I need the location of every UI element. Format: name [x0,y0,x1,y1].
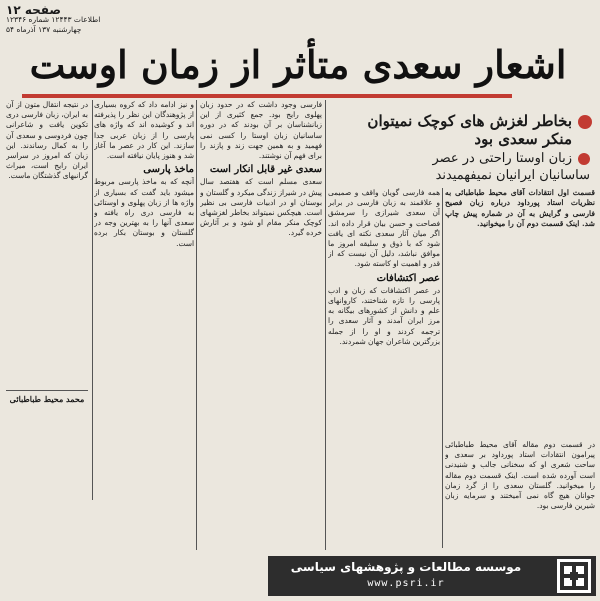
kicker-line-4: ساسانیان ایرانیان نمیفهمیدند [435,168,590,183]
column-a-text: همه فارسی گویان واقف و صمیمی و علاقمند به زبان فارسی در برابر آن سعدی شیرازی را سرمشق فصاحت و حسن بیان قرار داده اند. اگر میان آثار سعدی نکته ای یافت شود که با ذوق و سلیقه امروز ما موافق نباشد، دلیل آن نیست که از قدر و اهمیت او کاسته شود. [328,188,440,269]
headline-rule [22,94,512,98]
column-b-text-2: سعدی مسلم است که هفتصد سال پیش در شیراز زندگی میکرد و گلستان و بوستان او در ادبیات فارسی بی نظیر است. هیچکس نمیتواند بخاطر لغزشهای کوچک منکر مقام او شود و بر آثارش خرده گیرد. [200,177,322,238]
kicker-line-3: زبان اوستا راحتی در عصر [432,151,572,166]
kicker-line-1: بخاطر لغزش های کوچک نمیتوان [367,112,572,130]
kicker-secondary [335,150,590,184]
column-c-text: و نیز ادامه داد که کروه بسیاری از پژوهندگان این نظر را پذیرفته اند و کوشیده اند که واژه های پارسی را از زبان عربی جدا سازند. این کار در عصر ما آغاز شد و هنوز پایان نیافته است. [94,100,194,161]
bullet-dot-icon [578,115,592,129]
bullet-dot-icon [578,153,590,165]
author-byline: محمد محیط طباطبائی [9,394,85,404]
meta-line-2: چهارشنبه ۱۳۷ آذرماه ۵۴ [6,25,82,34]
intro-text: قسمت اول انتقادات آقای محیط طباطبائی به نظریات استاد پورداود درباره زبان فصیح فارسی و گرایش به آن در شماره پیش چاپ شد. اینک قسمت دوم آن را میخوانید. [445,188,595,228]
page-meta [6,5,116,35]
column-d-text: در نتیجه انتقال متون از آن به ایران، زبان فارسی دری تکوین یافت و شاعرانی چون فردوسی و سعدی آن را به کمال رساندند. این زبان که امروز در سراسر ایران رایج است، میراث گرانبهای گذشتگان ماست. [6,100,88,181]
publisher-watermark [268,556,596,596]
column-divider [325,100,326,550]
article-column-a [328,188,440,588]
page-number: صفحه ۱۲ [6,3,61,17]
column-a-text-2: در عصر اکتشافات که زبان و ادب پارسی را تازه شناختند، کاروانهای علم و دانش از کشورهای بیگانه به مرز ایران آمدند و آثار سعدی را ترجمه کردند و او را از جمله بزرگترین شاعران جهان شمردند. [328,285,440,346]
column-divider [196,100,197,550]
column-divider [92,100,93,500]
kicker-primary [337,112,592,148]
column-c-subhead: ماخذ پارسی [143,164,194,176]
article-column-c [94,100,194,590]
meta-line-1: اطلاعات ۱۲۴۴۳ شماره ۱۲۳۴۶ [6,15,101,24]
article-column-d [6,100,88,390]
kicker-line-2: منکر سعدی بود [474,130,572,148]
column-b-subhead: سعدی غیر قابل انکار است [209,164,322,176]
intro-column [445,188,595,438]
psri-logo-icon [556,558,592,594]
article-column-b [200,100,322,590]
organization-url[interactable]: www.psri.ir [367,578,445,589]
column-b-text: فارسی وجود داشت که در حدود زبان پهلوی رایج بود. جمع کثیری از این زبانشناسان بر آن بودند که در دوره ساسانیان زبان اوستا را کسی نمی فهمید و به همین جهت زند و پازند را برای فهم آن نوشتند. [200,100,322,161]
column-a-subhead: عصر اکتشافات [376,272,440,284]
headline: اشعار سعدی متأثر از زمان اوست [29,42,567,87]
column-divider [442,188,443,548]
organization-name: موسسه مطالعات و پژوهشهای سیاسی [290,560,522,574]
intro-body-text: در قسمت دوم مقاله آقای محیط طباطبائی پیرامون انتقادات استاد پورداود بر سعدی و ساحت شعری او که سخنانی جالب و شنیدنی است آورده شده است. اینک قسمت دوم مقاله را میخوانید. گلستان سعدی را از گرد زمان جوانان هیچ گاه نمی آمیختند و سرمایه زبان شیرین فارسی بود. [445,440,595,511]
column-c-text-2: آنچه که به ماخذ پارسی مربوط میشود باید گفت که بسیاری از واژه ها از زبان پهلوی و اوستائی به فارسی دری راه یافته و سعدی آنها را به بهترین وجه در گلستان و بوستان بکار برده است. [94,177,194,248]
byline-divider [6,390,88,391]
